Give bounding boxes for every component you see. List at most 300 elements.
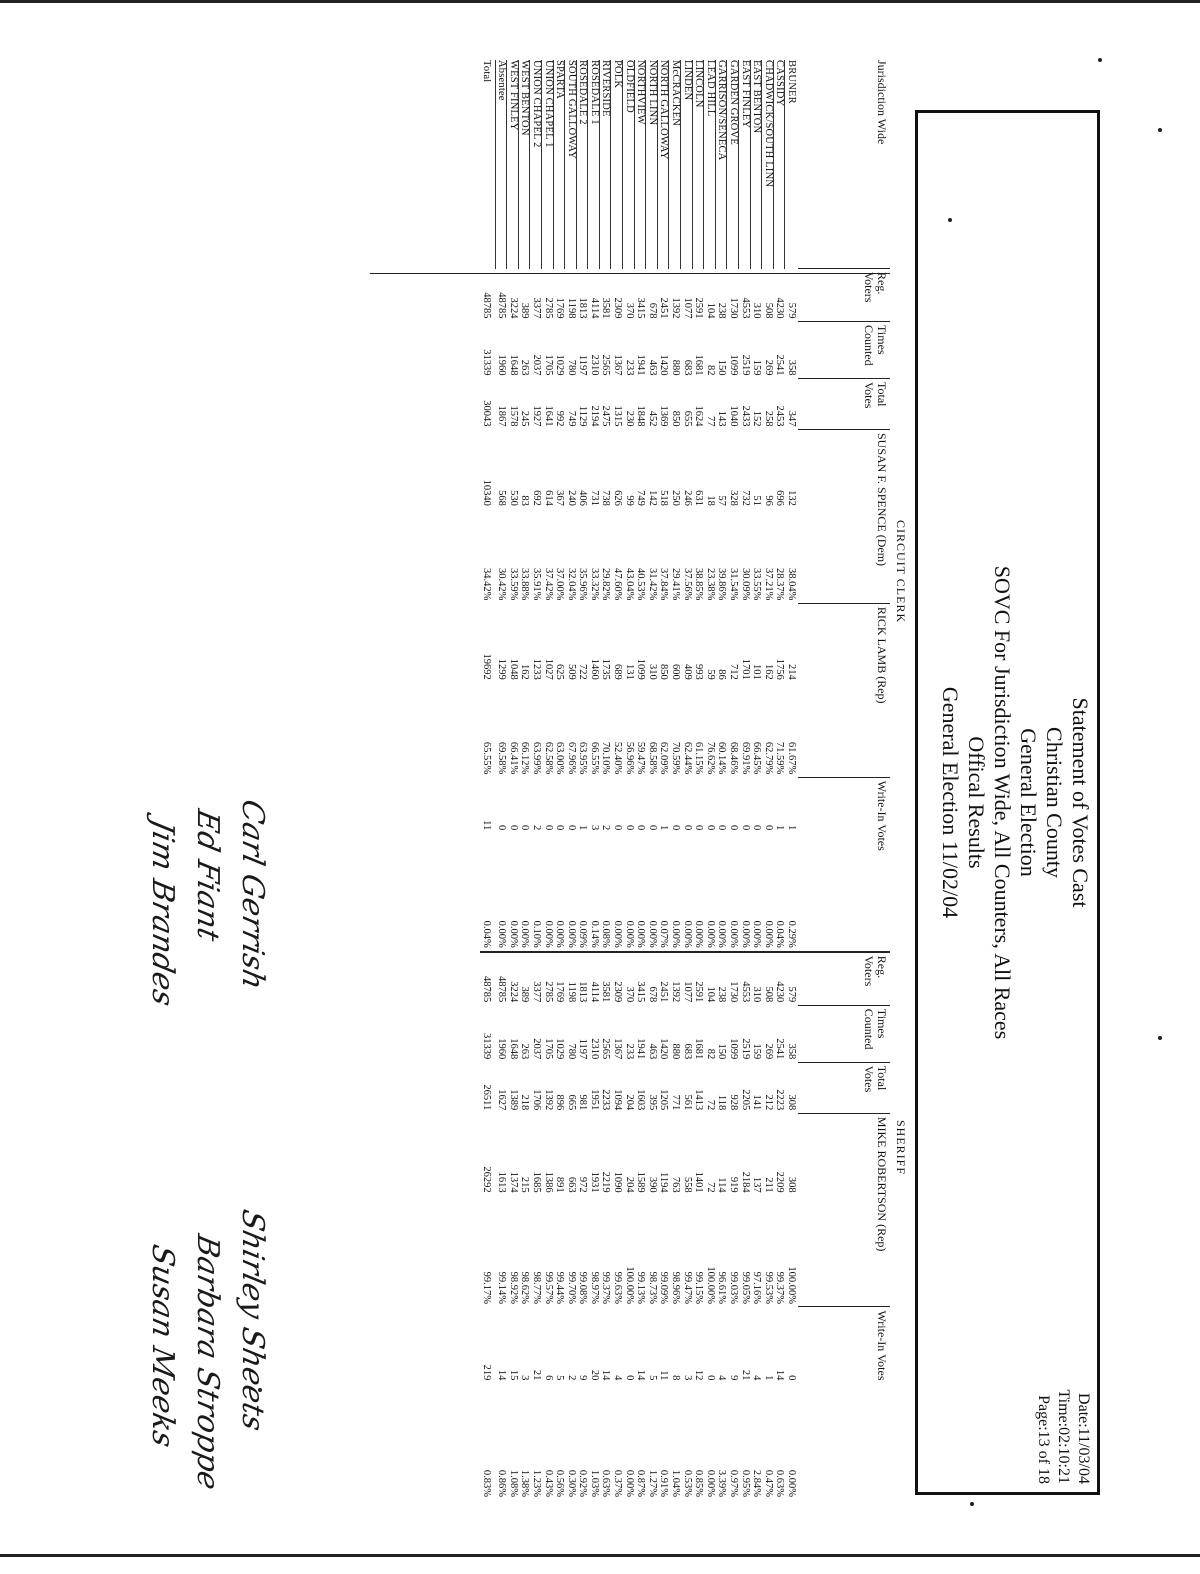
cell-spence-pct: 37.42% [542, 567, 554, 601]
cell-spence-votes: 731 [588, 490, 600, 506]
cell-reg-voters: 3224 [507, 952, 519, 1006]
cell-reg-voters: 48785 [480, 952, 495, 1006]
cell-times-counted: 358 [785, 359, 797, 376]
cell-robertson-pct: 99.03% [728, 1271, 740, 1304]
cell-times-counted: 263 [519, 1043, 531, 1060]
cell-spence-pct: 35.96% [577, 567, 589, 601]
cell-total-votes: 1627 [496, 1089, 508, 1111]
cell-jurisdiction: UNION CHAPEL 2 [530, 60, 542, 269]
cell-robertson-pct: 100.00% [785, 1266, 797, 1304]
cell-writein-pct: 0.04% [774, 920, 786, 948]
cell-writein-votes: 4 [612, 1375, 624, 1381]
results-table [480, 60, 890, 1500]
cell-robertson-pct: 99.15% [693, 1271, 705, 1304]
cell-lamb-pct: 66.41% [507, 741, 519, 775]
cell-jurisdiction: POLK [611, 60, 623, 269]
cell-writein-votes: 0 [693, 824, 705, 831]
cell-writein-pct: 0.00% [762, 920, 774, 948]
cell-spence-votes: 732 [739, 490, 751, 506]
cell-lamb-pct: 68.58% [646, 741, 658, 775]
cell-lamb-votes: 1099 [635, 658, 647, 680]
cell-spence-pct: 29.41% [670, 567, 682, 601]
cell-writein-votes: 1 [774, 824, 786, 831]
cell-total-votes: 204 [623, 1094, 635, 1111]
cell-lamb-pct: 66.55% [588, 741, 600, 775]
cell-writein-pct: 0.29% [785, 920, 797, 948]
cell-writein-votes: 9 [577, 1375, 589, 1381]
cell-jurisdiction: SOUTH GALLOWAY [565, 60, 577, 269]
cell-writein-pct: 0.04% [480, 920, 492, 948]
cell-reg-voters: 1198 [565, 297, 577, 319]
cell-lamb-pct: 63.99% [530, 741, 542, 775]
cell-spence-pct: 39.86% [716, 567, 728, 601]
cell-writein-pct: 0.97% [728, 1469, 740, 1497]
table-row [634, 60, 646, 1500]
cell-jurisdiction: WEST BENTON [518, 60, 530, 269]
election-date: General Election 11/02/04 [938, 686, 963, 919]
cell-total-votes: 1706 [530, 1089, 542, 1111]
cell-writein-votes: 0 [739, 824, 751, 831]
cell-robertson-votes: 137 [751, 1176, 763, 1193]
table-row [541, 60, 553, 1500]
cell-jurisdiction: LINCOLN [692, 60, 704, 269]
race-circuit-clerk: CIRCUIT CLERK [894, 520, 908, 624]
cell-times-counted: 1681 [693, 1038, 705, 1060]
cell-total-votes: 561 [681, 1094, 693, 1111]
table-row [785, 60, 798, 1500]
cell-spence-pct: 30.42% [496, 567, 508, 601]
cell-writein-pct: 0.95% [739, 1469, 751, 1497]
cell-writein-votes: 0 [496, 824, 508, 831]
cell-robertson-votes: 891 [554, 1176, 566, 1193]
cell-spence-votes: 99 [623, 495, 635, 506]
cell-robertson-votes: 26292 [480, 1166, 492, 1193]
cell-spence-votes: 614 [542, 490, 554, 506]
cell-total-votes: 212 [762, 1094, 774, 1111]
cell-writein-votes: 0 [623, 1375, 635, 1381]
cell-reg-voters: 48785 [480, 292, 492, 319]
cell-spence-votes: 10340 [480, 479, 492, 506]
cell-writein-pct: 0.00% [623, 920, 635, 948]
cell-lamb-votes: 214 [785, 663, 797, 680]
cell-times-counted: 1197 [577, 354, 589, 376]
cell-reg-voters: 48785 [496, 292, 508, 319]
cell-times-counted: 2519 [739, 354, 751, 376]
cell-spence-pct: 37.56% [681, 567, 693, 601]
cell-total-votes: 981 [577, 1094, 589, 1111]
cell-writein-votes: 14 [635, 1369, 647, 1381]
cell-total-votes: 1129 [577, 405, 589, 427]
cell-lamb-pct: 62.79% [762, 741, 774, 775]
table-row [611, 60, 623, 1500]
cell-times-counted: 2565 [600, 354, 612, 376]
cell-writein-pct: 0.08% [600, 920, 612, 948]
cell-robertson-pct: 99.05% [739, 1271, 751, 1304]
cell-times-counted: 1960 [496, 354, 508, 376]
cell-writein-votes: 0 [785, 1375, 797, 1381]
cell-writein-votes: 0 [704, 824, 716, 831]
cell-writein-pct: 1.08% [507, 1469, 519, 1497]
cell-lamb-votes: 1299 [496, 658, 508, 680]
col-times-counted: Times Counted [798, 322, 890, 379]
race-sheriff: SHERIFF [894, 1120, 908, 1176]
cell-lamb-votes: 409 [681, 663, 693, 680]
cell-spence-pct: 30.09% [739, 567, 751, 601]
cell-writein-pct: 2.84% [751, 1469, 763, 1497]
cell-spence-votes: 132 [785, 490, 797, 506]
report-date: Date:11/03/04 [1075, 1393, 1092, 1484]
report-time: Time:02:10:21 [1055, 1389, 1072, 1484]
cell-total-votes: 771 [670, 1094, 682, 1111]
cell-jurisdiction: CASSIDY [773, 60, 785, 269]
cell-spence-votes: 518 [658, 490, 670, 506]
signature: Ed Fiant [190, 806, 225, 945]
cell-writein-votes: 0 [507, 824, 519, 831]
cell-writein-votes: 0 [623, 824, 635, 831]
col-candidate-spence: SUSAN F. SPENCE (Dem) [798, 430, 890, 604]
cell-reg-voters: 2785 [542, 297, 554, 319]
rotated-sheet [100, 60, 1100, 1520]
cell-writein-votes: 14 [774, 1369, 786, 1381]
cell-times-counted: 2037 [530, 1038, 542, 1060]
cell-writein-votes: 1 [785, 824, 797, 831]
cell-robertson-votes: 763 [670, 1176, 682, 1193]
cell-writein-pct: 0.37% [612, 1469, 624, 1497]
cell-reg-voters: 2785 [541, 952, 553, 1006]
cell-robertson-votes: 1401 [693, 1171, 705, 1193]
cell-writein-votes: 0 [612, 824, 624, 831]
cell-jurisdiction: EAST BENTON [750, 60, 762, 269]
cell-writein-pct: 1.03% [588, 1469, 600, 1497]
cell-writein-pct: 0.00% [728, 920, 740, 948]
table-row [681, 60, 693, 1500]
cell-writein-votes: 1 [762, 1375, 774, 1381]
cell-writein-votes: 3 [681, 1375, 693, 1381]
cell-lamb-pct: 63.00% [554, 741, 566, 775]
cell-lamb-pct: 65.55% [480, 741, 492, 775]
cell-lamb-votes: 509 [565, 663, 577, 680]
cell-spence-pct: 47.60% [612, 567, 624, 601]
cell-writein-pct: 0.83% [480, 1469, 492, 1497]
table-row [715, 60, 727, 1500]
cell-reg-voters: 1769 [554, 297, 566, 319]
report-page: Page:13 of 18 [1035, 1395, 1052, 1484]
cell-lamb-votes: 1756 [774, 658, 786, 680]
cell-spence-votes: 568 [496, 490, 508, 506]
cell-writein-pct: 0.00% [635, 920, 647, 948]
cell-times-counted: 269 [762, 1043, 774, 1060]
cell-lamb-votes: 310 [646, 663, 658, 680]
cell-total-votes: 2475 [600, 405, 612, 427]
cell-writein-votes: 0 [704, 1375, 716, 1381]
table-row [553, 60, 565, 1500]
cell-robertson-pct: 99.53% [762, 1271, 774, 1304]
cell-total-votes: 118 [716, 1094, 728, 1111]
cell-writein-pct: 1.38% [519, 1469, 531, 1497]
table-row [530, 60, 542, 1500]
cell-total-votes: 1413 [693, 1089, 705, 1111]
cell-times-counted: 159 [751, 359, 763, 376]
cell-lamb-votes: 101 [751, 663, 763, 680]
cell-writein-pct: 0.63% [774, 1469, 786, 1497]
cell-reg-voters: 2309 [611, 952, 623, 1006]
cell-reg-voters: 1813 [577, 297, 589, 319]
cell-spence-votes: 328 [728, 490, 740, 506]
cell-lamb-votes: 722 [577, 663, 589, 680]
cell-robertson-votes: 1090 [612, 1171, 624, 1193]
cell-lamb-pct: 63.95% [577, 741, 589, 775]
cell-spence-votes: 696 [774, 490, 786, 506]
cell-spence-pct: 37.84% [658, 567, 670, 601]
cell-writein-votes: 0 [716, 824, 728, 831]
cell-total-votes: 452 [646, 410, 658, 427]
cell-total-votes: 2205 [739, 1089, 751, 1111]
cell-times-counted: 683 [681, 1043, 693, 1060]
cell-writein-pct: 0.07% [658, 920, 670, 948]
cell-reg-voters: 579 [785, 952, 798, 1006]
results-status: Offical Results [964, 736, 989, 869]
cell-lamb-votes: 162 [519, 663, 531, 680]
cell-total-votes: 1848 [635, 405, 647, 427]
cell-lamb-votes: 850 [658, 663, 670, 680]
cell-jurisdiction: ROSEDALE 1 [588, 60, 600, 269]
cell-total-votes: 1867 [496, 405, 508, 427]
cell-writein-votes: 0 [762, 824, 774, 831]
cell-writein-votes: 4 [751, 1375, 763, 1381]
cell-jurisdiction: OLDFIELD [623, 60, 635, 269]
table-row [762, 60, 774, 1500]
cell-total-votes: 258 [762, 410, 774, 427]
cell-reg-voters: 3415 [634, 952, 646, 1006]
table-row [727, 60, 739, 1500]
cell-robertson-votes: 114 [716, 1177, 728, 1193]
cell-total-votes: 749 [565, 410, 577, 427]
cell-writein-votes: 0 [681, 824, 693, 831]
cell-jurisdiction: SPARTA [553, 60, 565, 269]
col-total-votes: Total Votes [798, 379, 890, 430]
cell-spence-votes: 406 [577, 490, 589, 506]
cell-spence-pct: 43.04% [623, 567, 635, 601]
cell-spence-pct: 29.82% [600, 567, 612, 601]
cell-reg-voters: 238 [716, 302, 728, 319]
cell-robertson-pct: 99.44% [554, 1271, 566, 1304]
cell-lamb-pct: 70.59% [670, 741, 682, 775]
cell-robertson-pct: 99.37% [600, 1271, 612, 1304]
table-row [518, 60, 530, 1500]
cell-spence-votes: 142 [646, 490, 658, 506]
cell-robertson-votes: 390 [646, 1176, 658, 1193]
cell-spence-pct: 28.37% [774, 567, 786, 601]
cell-lamb-pct: 69.58% [496, 741, 508, 775]
cell-spence-votes: 530 [507, 490, 519, 506]
cell-writein-votes: 219 [480, 1364, 492, 1381]
cell-total-votes: 1927 [530, 405, 542, 427]
cell-robertson-votes: 2184 [739, 1171, 751, 1193]
cell-lamb-votes: 86 [716, 669, 728, 680]
cell-writein-pct: 0.56% [554, 1469, 566, 1497]
cell-writein-pct: 0.00% [751, 920, 763, 948]
cell-writein-pct: 0.85% [693, 1469, 705, 1497]
table-row [646, 60, 658, 1500]
cell-writein-pct: 0.00% [681, 920, 693, 948]
cell-total-votes: 850 [670, 410, 682, 427]
cell-reg-voters: 508 [762, 302, 774, 319]
cell-spence-votes: 240 [565, 490, 577, 506]
cell-lamb-pct: 62.58% [542, 741, 554, 775]
cell-times-counted: 463 [646, 1043, 658, 1060]
cell-lamb-pct: 59.47% [635, 741, 647, 775]
cell-times-counted: 1648 [507, 354, 519, 376]
cell-writein-votes: 3 [519, 1375, 531, 1381]
cell-total-votes: 245 [519, 410, 531, 427]
cell-lamb-pct: 66.12% [519, 741, 531, 775]
cell-robertson-pct: 98.96% [670, 1271, 682, 1304]
cell-jurisdiction: WEST FINLEY [507, 60, 519, 269]
cell-times-counted: 780 [565, 1043, 577, 1060]
cell-writein-votes: 21 [530, 1369, 542, 1381]
cell-spence-votes: 692 [530, 490, 542, 506]
cell-robertson-votes: 1613 [496, 1171, 508, 1193]
col-candidate-robertson: MIKE ROBERTSON (Rep) [798, 1113, 890, 1307]
cell-robertson-pct: 98.92% [507, 1271, 519, 1304]
cell-total-votes: 655 [681, 410, 693, 427]
cell-writein-pct: 0.00% [507, 920, 519, 948]
cell-reg-voters: 389 [519, 302, 531, 319]
cell-reg-voters: 3415 [635, 297, 647, 319]
cell-writein-votes: 14 [600, 1369, 612, 1381]
cell-writein-votes: 2 [530, 824, 542, 831]
cell-total-votes: 26511 [480, 1084, 492, 1111]
scan-speck [1158, 1036, 1162, 1040]
cell-reg-voters: 2309 [612, 297, 624, 319]
cell-total-votes: 1641 [542, 405, 554, 427]
cell-spence-pct: 34.42% [480, 567, 492, 601]
cell-spence-votes: 51 [751, 495, 763, 506]
cell-jurisdiction: BRUNER [785, 60, 798, 269]
cell-total-votes: 1205 [658, 1089, 670, 1111]
cell-robertson-votes: 1685 [530, 1171, 542, 1193]
cell-writein-votes: 3 [588, 824, 600, 831]
cell-writein-votes: 15 [507, 1369, 519, 1381]
cell-reg-voters: 3377 [530, 952, 542, 1006]
cell-total-votes: 928 [728, 1094, 740, 1111]
cell-reg-voters: 2591 [692, 952, 704, 1006]
cell-writein-pct: 0.00% [612, 920, 624, 948]
cell-writein-pct: 0.00% [670, 920, 682, 948]
cell-total-votes: 1094 [612, 1089, 624, 1111]
cell-reg-voters: 4114 [588, 297, 600, 319]
cell-reg-voters: 579 [785, 302, 797, 319]
cell-times-counted: 233 [623, 1043, 635, 1060]
cell-times-counted: 2565 [600, 1038, 612, 1060]
cell-reg-voters: 1769 [553, 952, 565, 1006]
cell-writein-votes: 0 [670, 824, 682, 831]
cell-writein-votes: 0 [728, 824, 740, 831]
cell-robertson-pct: 99.14% [496, 1271, 508, 1304]
cell-writein-votes: 1 [658, 824, 670, 831]
table-row [773, 60, 785, 1500]
cell-jurisdiction: CHADWICK/SOUTH LINN [762, 60, 774, 269]
cell-spence-pct: 38.85% [693, 567, 705, 601]
cell-jurisdiction: Total [480, 60, 492, 83]
cell-lamb-votes: 59 [704, 669, 716, 680]
cell-reg-voters: 2451 [657, 952, 669, 1006]
cell-total-votes: 308 [785, 1094, 797, 1111]
table-row [657, 60, 669, 1500]
cell-robertson-pct: 99.37% [774, 1271, 786, 1304]
cell-writein-votes: 8 [670, 1375, 682, 1381]
signature: Shirley Sheets [235, 1206, 270, 1435]
cell-reg-voters: 3581 [600, 297, 612, 319]
cell-lamb-votes: 131 [623, 663, 635, 680]
cell-writein-votes: 0 [519, 824, 531, 831]
cell-robertson-pct: 99.63% [612, 1271, 624, 1304]
cell-times-counted: 31339 [480, 349, 492, 376]
cell-total-votes: 77 [704, 416, 716, 427]
cell-spence-votes: 631 [693, 490, 705, 506]
cell-spence-pct: 23.38% [704, 567, 716, 601]
cell-spence-pct: 31.54% [728, 567, 740, 601]
cell-times-counted: 880 [670, 359, 682, 376]
cell-times-counted: 463 [646, 359, 658, 376]
cell-times-counted: 1681 [693, 354, 705, 376]
scan-speck [1158, 128, 1162, 132]
cell-times-counted: 358 [785, 1043, 797, 1060]
cell-writein-pct: 0.00% [519, 920, 531, 948]
cell-total-votes: 1578 [507, 405, 519, 427]
cell-lamb-votes: 19692 [480, 653, 492, 680]
cell-lamb-votes: 600 [670, 663, 682, 680]
cell-reg-voters: 3377 [530, 297, 542, 319]
cell-robertson-pct: 96.61% [716, 1271, 728, 1304]
cell-robertson-votes: 204 [623, 1176, 635, 1193]
cell-times-counted: 31339 [480, 1033, 492, 1060]
cell-times-counted: 1941 [635, 1038, 647, 1060]
cell-spence-pct: 31.42% [646, 567, 658, 601]
cell-robertson-votes: 72 [704, 1182, 716, 1193]
cell-writein-pct: 0.86% [496, 1469, 508, 1497]
col-candidate-lamb: RICK LAMB (Rep) [798, 603, 890, 777]
cell-reg-voters: 389 [518, 952, 530, 1006]
table-row [750, 60, 762, 1500]
table-row [669, 60, 681, 1500]
cell-reg-voters: 104 [704, 952, 716, 1006]
cell-writein-pct: 1.23% [530, 1469, 542, 1497]
cell-writein-pct: 0.00% [704, 920, 716, 948]
cell-times-counted: 1029 [554, 1038, 566, 1060]
cell-reg-voters: 508 [762, 952, 774, 1006]
report-title: Statement of Votes Cast [1068, 697, 1093, 908]
cell-times-counted: 1099 [728, 1038, 740, 1060]
col-writein-sheriff: Write-In Votes [798, 1307, 890, 1500]
cell-jurisdiction: ROSEDALE 2 [576, 60, 588, 269]
cell-times-counted: 150 [716, 359, 728, 376]
report-stamp [1033, 1389, 1093, 1484]
cell-robertson-votes: 919 [728, 1176, 740, 1193]
cell-lamb-votes: 162 [762, 663, 774, 680]
cell-times-counted: 1705 [542, 1038, 554, 1060]
cell-total-votes: 896 [554, 1094, 566, 1111]
cell-spence-votes: 96 [762, 495, 774, 506]
table-row [565, 60, 577, 1500]
table-row [588, 60, 600, 1500]
cell-robertson-votes: 1374 [507, 1171, 519, 1193]
cell-times-counted: 159 [751, 1043, 763, 1060]
cell-spence-pct: 35.91% [530, 567, 542, 601]
cell-lamb-pct: 69.91% [739, 741, 751, 775]
cell-times-counted: 82 [704, 365, 716, 376]
cell-robertson-votes: 308 [785, 1176, 797, 1193]
